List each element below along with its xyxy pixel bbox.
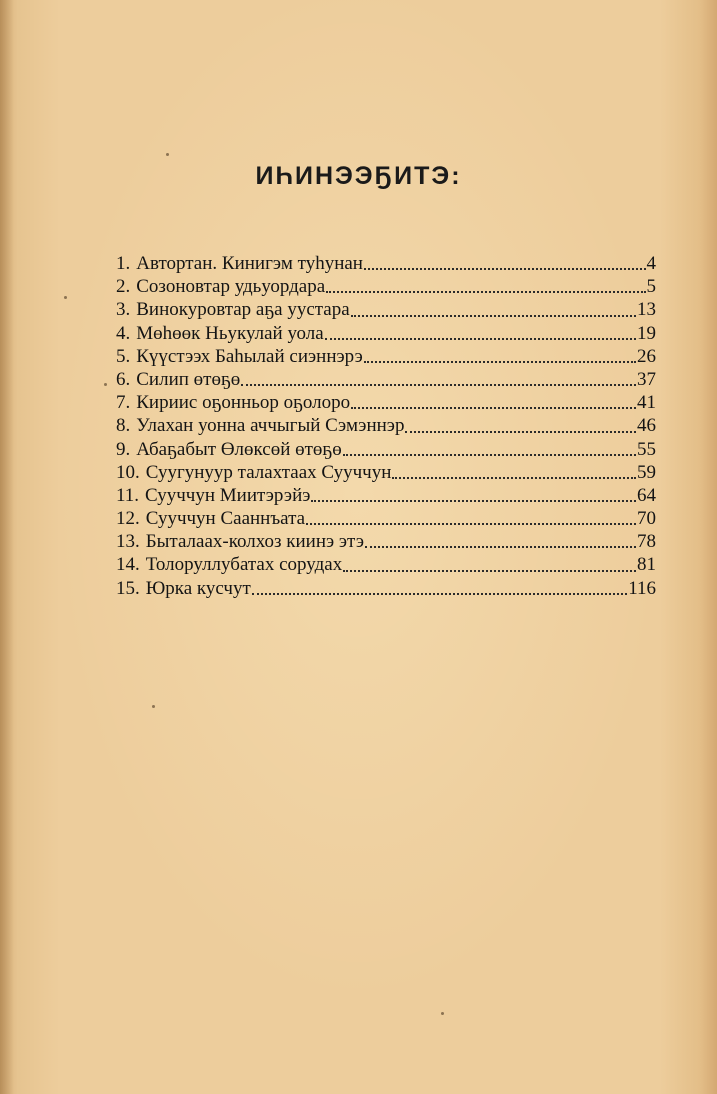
- toc-dot-leader: [351, 315, 636, 317]
- toc-entry-page: 13: [637, 299, 656, 321]
- toc-dot-leader: [343, 454, 636, 456]
- paper-speck: [64, 296, 67, 299]
- toc-entry-number: 5.: [116, 345, 131, 367]
- toc-entry-title: Юрка кусчут: [145, 577, 251, 599]
- toc-entry: [116, 322, 656, 345]
- toc-dot-leader: [351, 407, 636, 409]
- toc-entry: [116, 577, 656, 600]
- toc-entry-page: 46: [637, 415, 656, 437]
- page-title: ИҺИНЭЭҔИТЭ:: [255, 162, 462, 190]
- toc-entry-number: 9.: [116, 438, 131, 460]
- toc-entry-number: 14.: [116, 554, 140, 576]
- toc-entry: [116, 530, 656, 553]
- toc-dot-leader: [326, 291, 645, 293]
- toc-entry-title: Толоруллубатах сорудах: [145, 554, 343, 576]
- toc-entry-title: Күүстээх Баһылай сиэннэрэ: [136, 345, 363, 367]
- toc-entry-title: Суугунуур талахтаах Сууччун: [145, 461, 392, 483]
- paper-speck: [441, 1012, 444, 1015]
- toc-entry-page: 55: [637, 438, 656, 460]
- toc-entry-title: Силип өтөҕө: [136, 368, 241, 390]
- toc-entry: [116, 368, 656, 391]
- toc-dot-leader: [364, 361, 636, 363]
- toc-entry-title: Сууччун Миитэрэйэ: [145, 484, 311, 506]
- toc-entry-number: 12.: [116, 508, 140, 530]
- table-of-contents: [116, 252, 656, 600]
- toc-dot-leader: [311, 500, 636, 502]
- toc-entry-number: 1.: [116, 253, 131, 274]
- toc-entry-page: 64: [637, 484, 656, 506]
- toc-entry-title: Абаҕабыт Өлөксөй өтөҕө: [136, 438, 342, 460]
- toc-entry: [116, 252, 656, 275]
- paper-speck: [152, 705, 155, 708]
- toc-entry-number: 3.: [116, 299, 131, 321]
- toc-dot-leader: [241, 384, 636, 386]
- toc-entry-number: 6.: [116, 368, 131, 390]
- toc-entry-page: 37: [637, 368, 656, 390]
- toc-entry: [116, 298, 656, 321]
- toc-entry-title: Автортан. Кинигэм туһунан: [136, 253, 363, 274]
- toc-dot-leader: [392, 477, 636, 479]
- toc-dot-leader: [306, 523, 636, 525]
- toc-entry: [116, 461, 656, 484]
- toc-dot-leader: [343, 570, 636, 572]
- toc-entry-page: 5: [646, 276, 656, 298]
- toc-entry-number: 15.: [116, 577, 140, 599]
- toc-entry-title: Созоновтар удьуордара: [136, 276, 326, 298]
- toc-entry-title: Сууччун Сааннъата: [145, 508, 306, 530]
- toc-entry-number: 10.: [116, 461, 140, 483]
- toc-entry-title: Винокуровтар аҕа уустара: [136, 299, 350, 321]
- toc-dot-leader: [405, 431, 636, 433]
- toc-dot-leader: [364, 268, 646, 270]
- toc-entry-page: 59: [637, 461, 656, 483]
- toc-entry-page: 81: [637, 554, 656, 576]
- toc-entry-number: 13.: [116, 531, 140, 553]
- toc-dot-leader: [365, 546, 636, 548]
- toc-entry-title: Кирииc оҕонньор оҕолоро: [136, 392, 351, 414]
- toc-entry-number: 4.: [116, 322, 131, 344]
- toc-entry-page: 41: [637, 392, 656, 414]
- toc-entry-page: 116: [628, 577, 656, 599]
- toc-entry-page: 26: [637, 345, 656, 367]
- toc-entry-title: Улахан уонна аччыгый Сэмэннэр: [136, 415, 405, 437]
- toc-entry-title: Быталаах-колхоз киинэ этэ: [145, 531, 364, 553]
- toc-entry: [116, 391, 656, 414]
- toc-entry-title: Мөһөөк Ньукулай уола: [136, 322, 324, 344]
- paper-speck: [166, 153, 169, 156]
- paper-speck: [104, 383, 107, 386]
- toc-dot-leader: [325, 338, 636, 340]
- toc-entry: [116, 414, 656, 437]
- toc-entry: [116, 484, 656, 507]
- toc-entry-page: 78: [637, 531, 656, 553]
- toc-entry-page: 70: [637, 508, 656, 530]
- toc-dot-leader: [252, 593, 627, 595]
- toc-entry: [116, 553, 656, 576]
- toc-entry-page: 4: [646, 253, 656, 274]
- toc-entry: [116, 275, 656, 298]
- toc-entry-number: 2.: [116, 276, 131, 298]
- toc-entry: [116, 438, 656, 461]
- toc-entry: [116, 507, 656, 530]
- toc-entry-page: 19: [637, 322, 656, 344]
- toc-entry-number: 7.: [116, 392, 131, 414]
- toc-entry-number: 8.: [116, 415, 131, 437]
- toc-entry: [116, 345, 656, 368]
- toc-entry-number: 11.: [116, 484, 140, 506]
